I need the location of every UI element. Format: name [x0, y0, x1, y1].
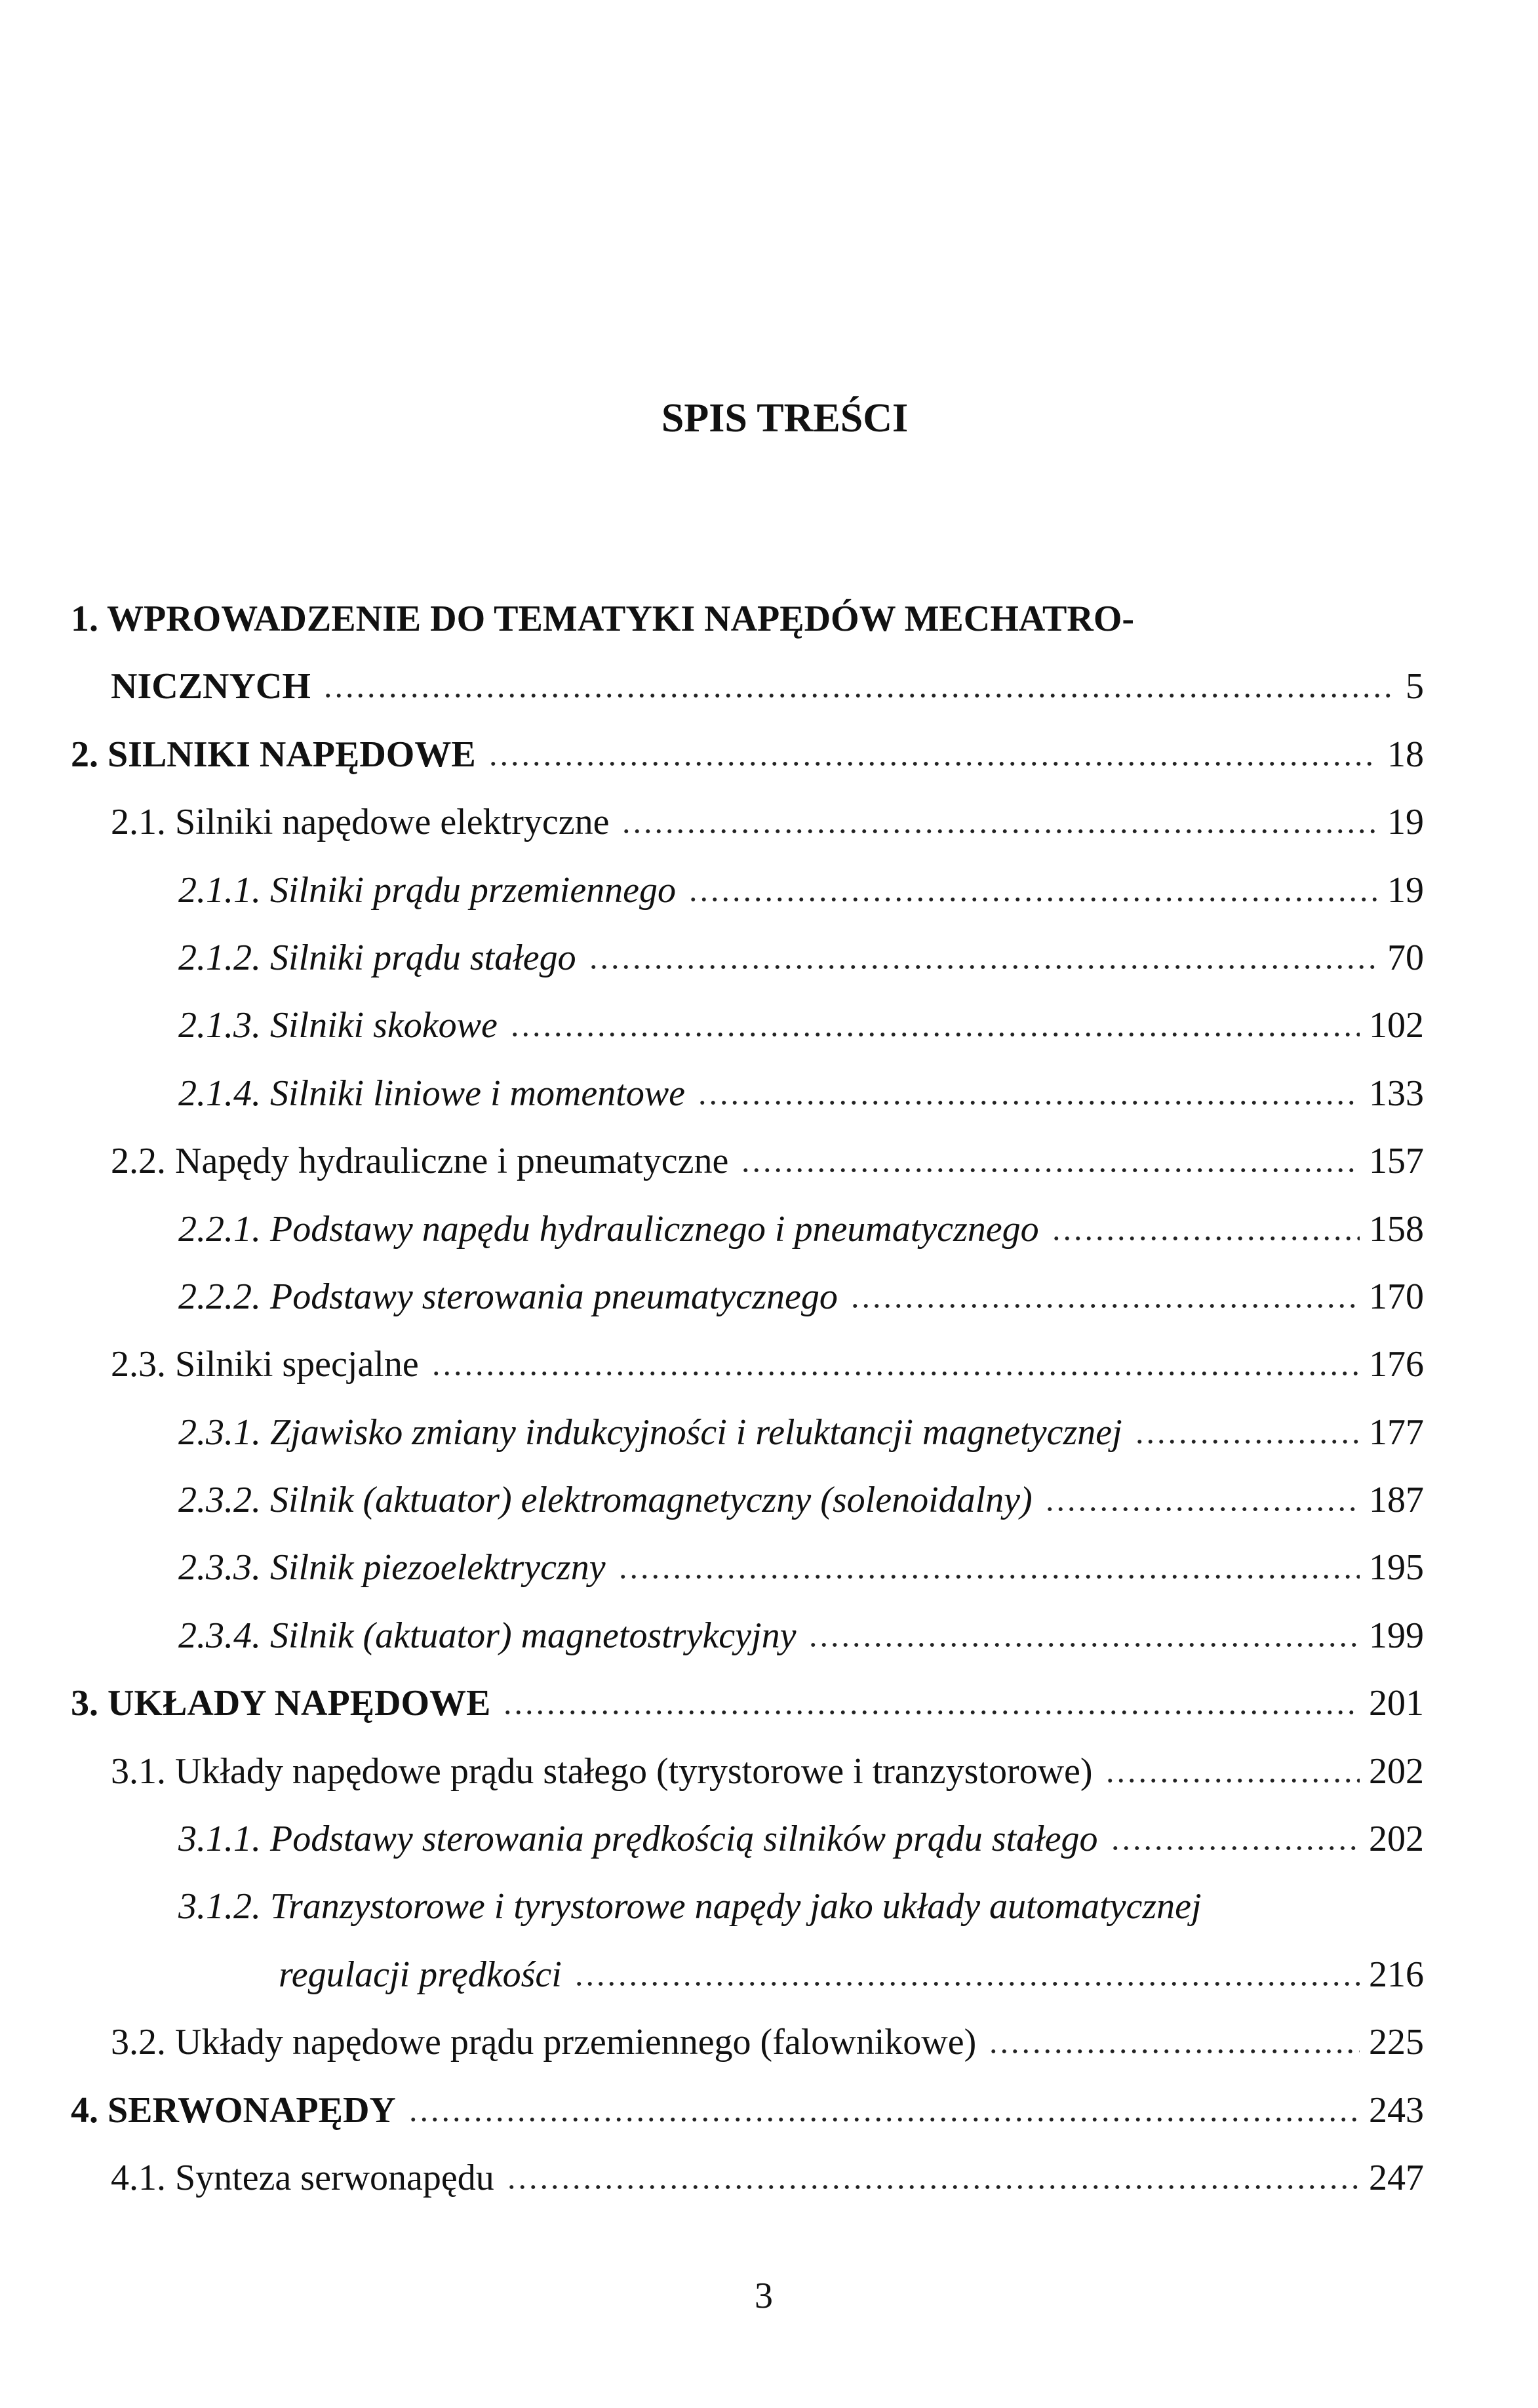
toc-entry [0, 1128, 1538, 1195]
toc-entry [0, 1738, 1538, 1806]
table-of-contents [0, 585, 1538, 2212]
toc-entry-page: 157 [1369, 1141, 1424, 1182]
toc-entry [0, 1060, 1538, 1128]
toc-entry-page: 187 [1369, 1480, 1424, 1521]
dot-leader [618, 1574, 1360, 1579]
toc-entry-page: 225 [1369, 2022, 1424, 2063]
toc-entry-title: 3.1.2. Tranzystorowe i tyrystorowe napędy jako układy automatycznej [178, 1886, 1202, 1927]
toc-entry-title: 2.1. Silniki napędowe elektryczne [111, 802, 610, 843]
dot-leader [488, 761, 1378, 766]
toc-entry-title: 2.1.1. Silniki prądu przemiennego [178, 869, 677, 911]
toc-entry-title: NICZNYCH [111, 666, 311, 707]
toc-entry-page: 202 [1369, 1819, 1424, 1860]
toc-entry-title: 2.3.4. Silnik (aktuator) magnetostrykcyjny [178, 1615, 797, 1656]
toc-entry [0, 1467, 1538, 1534]
page-number: 3 [755, 2276, 773, 2316]
toc-entry-title: 2.3.3. Silnik piezoelektryczny [178, 1547, 606, 1589]
dot-leader [502, 1710, 1360, 1715]
toc-entry [0, 653, 1538, 720]
toc-entry-title: 2.1.4. Silniki liniowe i momentowe [178, 1073, 686, 1114]
toc-entry-page: 70 [1387, 937, 1424, 978]
toc-entry-title: 3.1. Układy napędowe prądu stałego (tyrystorowe i tranzystorowe) [111, 1750, 1093, 1792]
toc-entry-title: 2.2.2. Podstawy sterowania pneumatycznego [178, 1276, 838, 1317]
toc-entry-page: 5 [1406, 666, 1424, 707]
toc-entry-title: 3.1.1. Podstawy sterowania prędkością silników prądu stałego [178, 1819, 1098, 1860]
dot-leader [688, 897, 1378, 902]
dot-leader [506, 2184, 1360, 2190]
toc-entry-title: 4. SERWONAPĘDY [71, 2089, 396, 2131]
toc-entry-page: 247 [1369, 2157, 1424, 2198]
dot-leader [1105, 1778, 1360, 1783]
toc-entry-page: 201 [1369, 1683, 1424, 1724]
toc-entry [0, 1873, 1538, 1941]
dot-leader [621, 829, 1378, 834]
dot-leader [988, 2049, 1360, 2054]
toc-entry-page: 133 [1369, 1073, 1424, 1114]
toc-entry-page: 18 [1387, 734, 1424, 775]
toc-entry-title: 3.2. Układy napędowe prądu przemiennego (falownikowe) [111, 2022, 977, 2063]
dot-leader [1110, 1845, 1360, 1851]
toc-entry [0, 1806, 1538, 1873]
toc-entry-title: 2. SILNIKI NAPĘDOWE [71, 734, 476, 775]
toc-entry-page: 177 [1369, 1411, 1424, 1453]
toc-entry [0, 1331, 1538, 1398]
toc-entry-page: 19 [1387, 802, 1424, 843]
toc-entry [0, 585, 1538, 653]
toc-entry-page: 216 [1369, 1954, 1424, 1995]
dot-leader [740, 1168, 1360, 1173]
dot-leader [850, 1303, 1360, 1309]
toc-entry-page: 243 [1369, 2089, 1424, 2131]
toc-entry [0, 1399, 1538, 1467]
toc-entry [0, 1602, 1538, 1670]
toc-entry-title: 1. WPROWADZENIE DO TEMATYKI NAPĘDÓW MECHATRO- [71, 599, 1135, 639]
toc-entry-page: 202 [1369, 1750, 1424, 1792]
dot-leader [431, 1371, 1360, 1376]
toc-entry [0, 1196, 1538, 1263]
toc-entry-page: 170 [1369, 1276, 1424, 1317]
toc-entry-title: 4.1. Synteza serwonapędu [111, 2157, 494, 2198]
toc-entry-page: 195 [1369, 1547, 1424, 1589]
toc-entry-title: 3. UKŁADY NAPĘDOWE [71, 1683, 491, 1724]
toc-entry-title: 2.2. Napędy hydrauliczne i pneumatyczne [111, 1141, 729, 1182]
toc-entry-page: 19 [1387, 869, 1424, 911]
toc-entry [0, 992, 1538, 1059]
toc-entry [0, 924, 1538, 992]
toc-entry-title: 2.3.1. Zjawisko zmiany indukcyjności i reluktancji magnetycznej [178, 1411, 1122, 1453]
toc-entry [0, 1263, 1538, 1331]
dot-leader [808, 1642, 1360, 1648]
dot-leader [588, 964, 1378, 970]
toc-entry [0, 857, 1538, 924]
toc-entry [0, 1941, 1538, 2009]
toc-entry [0, 2009, 1538, 2076]
toc-entry-title: 2.1.3. Silniki skokowe [178, 1005, 498, 1046]
toc-entry-page: 102 [1369, 1005, 1424, 1046]
dot-leader [323, 693, 1391, 698]
toc-entry-page: 176 [1369, 1344, 1424, 1385]
toc-entry [0, 789, 1538, 856]
toc-entry [0, 1670, 1538, 1737]
toc-entry [0, 1534, 1538, 1602]
toc-entry-page: 199 [1369, 1615, 1424, 1656]
dot-leader [1051, 1236, 1360, 1241]
dot-leader [1134, 1439, 1360, 1444]
toc-entry-title: 2.3.2. Silnik (aktuator) elektromagnetyczny (solenoidalny) [178, 1480, 1033, 1521]
dot-leader [408, 2117, 1360, 2122]
dot-leader [574, 1981, 1360, 1986]
dot-leader [509, 1032, 1360, 1037]
page-title: SPIS TREŚCI [661, 396, 909, 441]
toc-entry-title: 2.1.2. Silniki prądu stałego [178, 937, 576, 978]
toc-entry [0, 2077, 1538, 2144]
toc-entry-page: 158 [1369, 1208, 1424, 1250]
toc-entry-title: 2.3. Silniki specjalne [111, 1344, 419, 1385]
dot-leader [697, 1100, 1360, 1105]
toc-entry [0, 721, 1538, 789]
toc-entry-title: 2.2.1. Podstawy napędu hydraulicznego i pneumatycznego [178, 1208, 1039, 1250]
toc-entry [0, 2144, 1538, 2212]
dot-leader [1044, 1507, 1360, 1512]
toc-entry-title: regulacji prędkości [279, 1954, 562, 1995]
